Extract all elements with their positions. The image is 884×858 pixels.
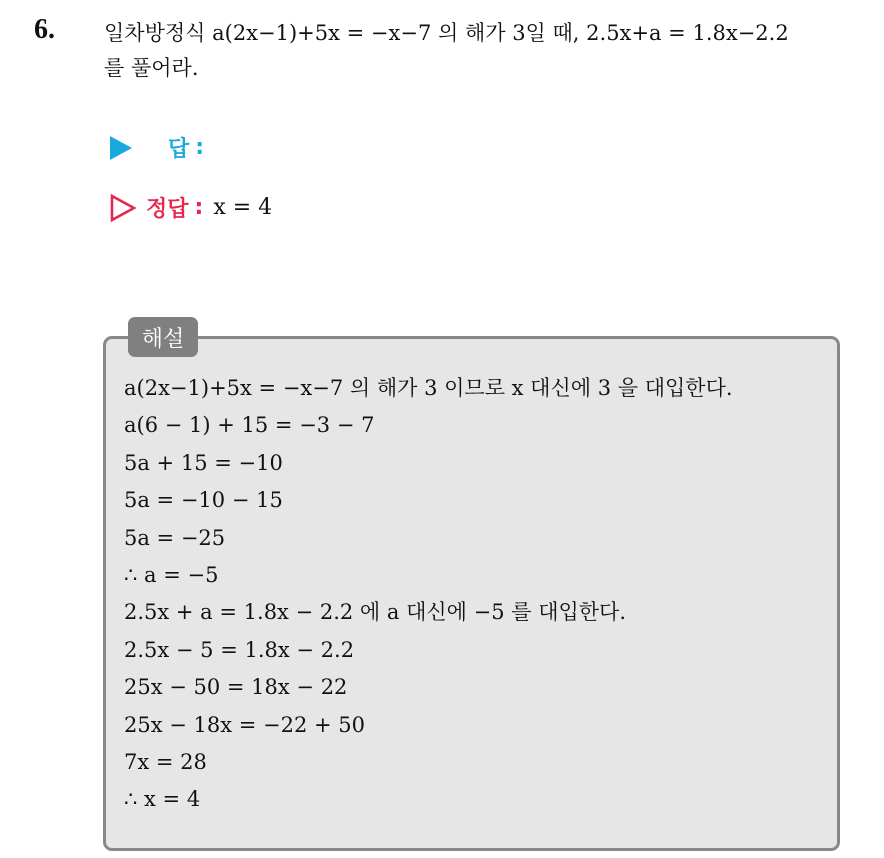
outline-triangle-right-icon xyxy=(110,194,136,222)
solution-line: ∴ a = −5 xyxy=(124,563,219,588)
solution-line: a(6 − 1) + 15 = −3 − 7 xyxy=(124,413,375,438)
solution-line: 25x − 50 = 18x − 22 xyxy=(124,675,348,700)
question-text xyxy=(104,16,874,86)
solution-line: 25x − 18x = −22 + 50 xyxy=(124,712,366,737)
correct-answer-label: 정답 xyxy=(146,197,189,222)
solution-line: 5a = −10 − 15 xyxy=(124,488,283,513)
solution-steps xyxy=(124,370,836,819)
solution-line: 2.5x + a = 1.8x − 2.2 에 a 대신에 −5 를 대입한다. xyxy=(124,600,627,625)
question-number: 6. xyxy=(34,14,55,45)
correct-answer-value: x = 4 xyxy=(213,195,273,220)
solution-line: 5a = −25 xyxy=(124,525,226,550)
solution-tab: 해설 xyxy=(128,317,198,357)
correct-answer-colon: : xyxy=(194,195,204,220)
answer-row xyxy=(110,132,214,163)
answer-colon: : xyxy=(195,135,205,160)
question-line-1: 일차방정식 a(2x−1)+5x = −x−7 의 해가 3일 때, 2.5x+a = 1.8x−2.2 xyxy=(104,21,789,45)
filled-triangle-right-icon xyxy=(110,136,132,160)
solution-line: ∴ x = 4 xyxy=(124,787,201,812)
solution-line: 5a + 15 = −10 xyxy=(124,450,283,475)
answer-label: 답 xyxy=(168,137,190,162)
question-line-2: 를 풀어라. xyxy=(104,56,199,80)
solution-line: a(2x−1)+5x = −x−7 의 해가 3 이므로 x 대신에 3 을 대입한다. xyxy=(124,376,733,400)
solution-line: 7x = 28 xyxy=(124,750,207,775)
solution-line: 2.5x − 5 = 1.8x − 2.2 xyxy=(124,637,355,662)
correct-answer-row xyxy=(110,192,272,223)
